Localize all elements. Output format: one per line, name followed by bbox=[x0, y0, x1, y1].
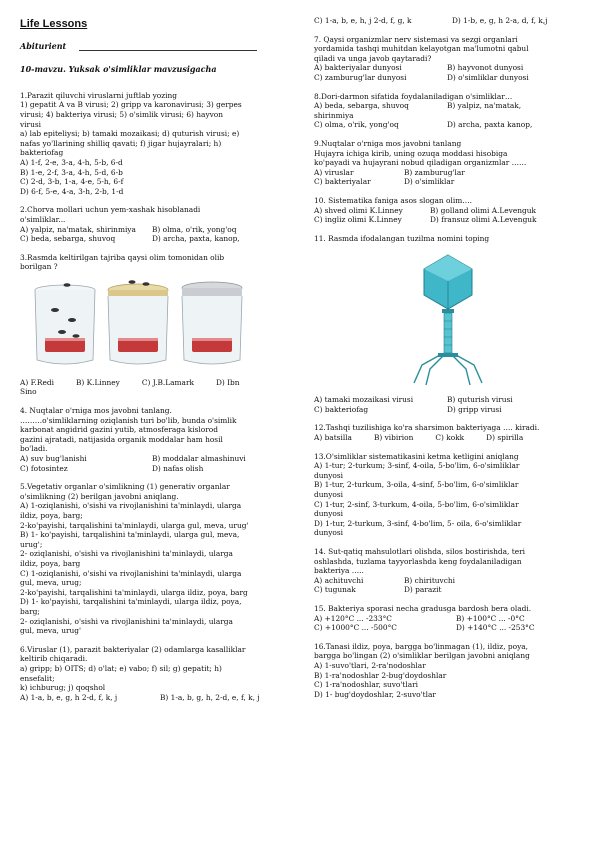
answer-option: B) olma, o'rik, yong'oq bbox=[152, 224, 237, 234]
question-text-line: bakteriofag bbox=[20, 148, 64, 158]
answer-option: B) 1-e, 2-f, 3-a, 4-h, 5-d, 6-b bbox=[20, 167, 123, 177]
answer-option: A) 1-oziqlanishi, o'sishi va rivojlanishini ta'minlaydi, ularga bbox=[20, 501, 242, 511]
answer-option: D) fransuz olimi A.Levenguk bbox=[430, 215, 537, 225]
open-jar bbox=[35, 283, 95, 364]
question-text-line: o'simlikning (2) berilgan javobni aniqlang. bbox=[20, 491, 179, 501]
answer-option: A) batsilla bbox=[314, 433, 352, 443]
question-text-line: 13.O'simliklar sistematikasini ketma ketligini aniqlang bbox=[314, 451, 519, 461]
question-text-line: 12.Tashqi tuzilishiga ko'ra sharsimon bakteriyaga …. kiradi. bbox=[314, 423, 540, 433]
answer-option: A) 1-a, b, e, g, h 2-d, f, k, j bbox=[20, 692, 118, 702]
answer-option: B) +100°C ... -0°C bbox=[456, 613, 525, 623]
question-text-line: gazini ajratadi, natijasida organik moddalar ham hosil bbox=[20, 434, 223, 444]
answer-option: C) 2-d, 3-b, 1-a, 4-e, 5-h, 6-f bbox=[20, 177, 124, 187]
answer-option: C) 1-oziqlanishi, o'sishi va rivojlanishini ta'minlaydi, ularga bbox=[20, 568, 242, 578]
answer-option: A) bakteriyalar dunyosi bbox=[314, 63, 402, 73]
answer-option: C) 1-a, b, e, h, j 2-d, f, g, k bbox=[314, 16, 412, 25]
question-text-line: 8.Dori-darmon sifatida foydalaniladigan o'simliklar… bbox=[314, 91, 513, 101]
question-14 bbox=[314, 547, 580, 595]
answer-option: C) tugunak bbox=[314, 585, 356, 595]
question-6-continued bbox=[314, 16, 580, 26]
answer-option: A) 1-suvo'tlari, 2-ra'nodoshlar bbox=[314, 660, 426, 670]
question-9 bbox=[314, 139, 580, 187]
answer-option: 2-ko'payishi, tarqalishini ta'minlaydi, ularga ildiz, poya, barg bbox=[20, 587, 248, 597]
answer-option: A) suv bug'lanishi bbox=[20, 454, 87, 464]
answer-option: B) yalpiz, na'matak, bbox=[447, 101, 522, 111]
answer-option: B) quturish virusi bbox=[447, 395, 513, 405]
answer-option: dunyosi bbox=[314, 528, 344, 538]
question-text-line: 4. Nuqtalar o'rniga mos javobni tanlang. bbox=[20, 406, 172, 416]
answer-options bbox=[314, 395, 580, 414]
question-text-line: nafas yo'llarining shilliq qavati; f) jigar hujayralari; h) bbox=[20, 138, 222, 148]
answer-option: B) 1- ko'payishi, tarqalishini ta'minlaydi, ularga gul, meva, bbox=[20, 530, 240, 540]
answer-option: C) +1000°C ... -500°C bbox=[314, 623, 397, 633]
answer-option: A) 1-tur; 2-turkum; 3-sinf, 4-oila, 5-bo'lim, 6-o'simliklar bbox=[314, 461, 520, 471]
experiment-illustration bbox=[20, 276, 296, 372]
answer-option: A) tamaki mozaikasi virusi bbox=[314, 395, 414, 405]
answer-option: shirinmiya bbox=[314, 110, 354, 120]
answer-option: B) 1-ra'nodoshlar 2-bug'doydoshlar bbox=[314, 670, 447, 680]
answer-option: B) K.Linney bbox=[75, 377, 120, 387]
answer-option: A) 1-f, 2-e, 3-a, 4-h, 5-b, 6-d bbox=[20, 157, 123, 167]
answer-option: C) bakteriyalar bbox=[314, 177, 371, 187]
subject-label: Abiturient bbox=[20, 40, 67, 51]
question-13 bbox=[314, 452, 580, 538]
answer-option: C) beda, sebarga, shuvoq bbox=[20, 234, 116, 244]
question-text-line: 7. Qaysi organizmlar nerv sistemasi va sezgi organlari bbox=[314, 34, 518, 44]
answer-option: dunyosi bbox=[314, 509, 344, 519]
question-text-line: o'simliklar... bbox=[20, 214, 66, 224]
question-10 bbox=[314, 196, 580, 225]
answer-option: D) o'simliklar dunyosi bbox=[447, 72, 529, 82]
jars-with-meat-illustration bbox=[20, 276, 250, 372]
question-text-line: bargga bo'lingan (2) o'simliklar berilgan javobni aniqlang bbox=[314, 651, 530, 661]
question-text-line: virusi; 4) bakteriya virusi; 5) o'simlik virusi; 6) hayvon bbox=[20, 109, 224, 119]
answer-option: D) 6-f, 5-e, 4-a, 3-h, 2-b, 1-d bbox=[20, 186, 124, 196]
answer-option: urug'; bbox=[20, 539, 43, 549]
topic-heading: 10-mavzu. Yuksak o'simliklar mavzusigacha bbox=[20, 64, 217, 75]
sealed-jar bbox=[182, 282, 242, 364]
question-text-line: ko'payadi va hujayrani nobud qiladigan organizmlar …… bbox=[314, 158, 527, 168]
answer-option: B) hayvonot dunyosi bbox=[447, 63, 524, 73]
question-1 bbox=[20, 91, 296, 197]
answer-option: A) shved olimi K.Linney bbox=[314, 205, 403, 215]
question-text-line: a) lab epiteliysi; b) tamaki mozaikasi; d) quturish virusi; e) bbox=[20, 129, 240, 139]
answer-options bbox=[314, 168, 580, 187]
question-7 bbox=[314, 35, 580, 83]
answer-options bbox=[20, 378, 296, 388]
answer-option: D) +140°C ... -253°C bbox=[456, 623, 535, 633]
question-text-line: karbonat angidrid gazini yutib, atmosferaga kislorod bbox=[20, 425, 218, 435]
question-text-line: 1.Parazit qiluvchi viruslarni juftlab yozing bbox=[20, 90, 178, 100]
answer-option: C) kokk bbox=[435, 433, 465, 443]
question-text-line: 9.Nuqtalar o'rniga mos javobni tanlang bbox=[314, 138, 462, 148]
question-text-line: 10. Sistematika faniga asos slogan olim…. bbox=[314, 195, 472, 205]
answer-option: C) bakteriofag bbox=[314, 404, 369, 414]
answer-option: barg; bbox=[20, 606, 40, 616]
answer-options bbox=[314, 614, 580, 633]
answer-options bbox=[20, 454, 296, 473]
answer-option: A) yalpiz, na'matak, shirinmiya bbox=[20, 224, 136, 234]
name-blank-line bbox=[79, 50, 257, 51]
answer-options bbox=[314, 16, 580, 26]
answer-option: A) F.Redi bbox=[20, 377, 54, 387]
answer-option: A) +120°C ... -233°C bbox=[314, 613, 392, 623]
answer-option: ildiz, poya, barg bbox=[20, 558, 81, 568]
answer-option: D) 1- ko'payishi, tarqalishini ta'minlaydi, ularga ildiz, poya, bbox=[20, 597, 242, 607]
answer-option: B) chirituvchi bbox=[404, 575, 455, 585]
answer-option: gul, meva, urug' bbox=[20, 626, 82, 636]
answer-option: D) gripp virusi bbox=[447, 404, 502, 414]
page-title: Life Lessons bbox=[20, 18, 88, 30]
answer-option: C) J.B.Lamark bbox=[141, 377, 194, 387]
question-text-line: ………o'simliklarning oziqlanish turi bo'lib, bunda o'simlik bbox=[20, 415, 237, 425]
answer-option: D) archa, paxta, kanop, bbox=[152, 234, 240, 244]
question-text-line: keltirib chiqaradi. bbox=[20, 654, 88, 664]
question-text-line: 1) gepatit A va B virusi; 2) gripp va karonavirusi; 3) gerpes bbox=[20, 100, 242, 110]
question-text-line: 5.Vegetativ organlar o'simlikning (1) generativ organlar bbox=[20, 482, 230, 492]
answer-option: A) achituvchi bbox=[314, 575, 364, 585]
answer-option: A) beda, sebarga, shuvoq bbox=[314, 101, 409, 111]
answer-option: C) 1-ra'nodoshlar, suvo'tlari bbox=[314, 680, 419, 690]
answer-option: B) 1-tur, 2-turkum, 3-oila, 4-sinf, 5-bo'lim, 6-o'simliklar bbox=[314, 480, 519, 490]
answer-option: D) spirilla bbox=[486, 433, 524, 443]
question-11 bbox=[314, 234, 580, 415]
question-text-line: 15. Bakteriya sporasi necha gradusga bardosh bera oladi. bbox=[314, 603, 532, 613]
question-text-line: k) ichburug; j) qoqshol bbox=[20, 683, 106, 693]
answer-option: C) fotosintez bbox=[20, 463, 68, 473]
question-text-line: a) gripp; b) OITS; d) o'lat; e) vabo; f) sil; g) gepatit; h) bbox=[20, 663, 222, 673]
question-4 bbox=[20, 406, 296, 473]
question-text-line: 3.Rasmda keltirilgan tajriba qaysi olim tomonidan olib bbox=[20, 252, 225, 262]
question-8 bbox=[314, 92, 580, 130]
question-text-line: oshlashda, tuzlama tayyorlashda keng foydalaniladigan bbox=[314, 556, 522, 566]
answer-option: B) moddalar almashinuvi bbox=[152, 454, 246, 464]
answer-option: 2-ko'payishi, tarqalishini ta'minlaydi, ularga gul, meva, urug' bbox=[20, 520, 249, 530]
answer-option: D) o'simliklar bbox=[404, 177, 455, 187]
answer-option: D) nafas olish bbox=[152, 463, 204, 473]
subject-line bbox=[20, 42, 296, 52]
answer-option: B) golland olimi A.Levenguk bbox=[430, 205, 536, 215]
answer-option: A) viruslar bbox=[314, 167, 354, 177]
answer-option: dunyosi bbox=[314, 470, 344, 480]
answer-option: 2- oziqlanishi, o'sishi va rivojlanishini ta'minlaydi, ularga bbox=[20, 616, 233, 626]
answer-options bbox=[314, 63, 580, 82]
answer-option-continuation: Sino bbox=[20, 387, 37, 397]
question-text-line: virusi bbox=[20, 119, 41, 129]
question-text-line: yordamida tashqi muhitdan kelayotgan ma'lumotni qabul bbox=[314, 44, 529, 54]
answer-options bbox=[314, 433, 580, 443]
question-text-line: Hujayra ichiga kirib, uning ozuqa moddasi hisobiga bbox=[314, 148, 508, 158]
question-12 bbox=[314, 423, 580, 442]
answer-option: D) archa, paxta kanop, bbox=[447, 120, 533, 130]
answer-option: D) parazit bbox=[404, 585, 442, 595]
answer-option bbox=[447, 111, 580, 121]
question-text-line: 11. Rasmda ifodalangan tuzilma nomini toping bbox=[314, 233, 490, 243]
answer-option: D) 1-b, e, g, h 2-a, d, f, k,j bbox=[452, 16, 548, 25]
answer-option: D) 1-tur, 2-turkum, 3-sinf, 4-bo'lim, 5- oila, 6-o'simliklar bbox=[314, 518, 522, 528]
answer-option: B) zamburug'lar bbox=[404, 167, 465, 177]
question-text-line: borilgan ? bbox=[20, 262, 58, 272]
answer-options bbox=[20, 225, 296, 244]
answer-options bbox=[314, 206, 580, 225]
answer-option: B) 1-a, b, g, h, 2-d, e, f, k, j bbox=[160, 692, 260, 702]
answer-options bbox=[314, 576, 580, 595]
answer-option: C) 1-tur, 2-sinf, 3-turkum, 4-oila, 5-bo'lim, 6-o'simliklar bbox=[314, 499, 519, 509]
question-text-line: 2.Chorva mollari uchun yem-xashak hisoblanadi bbox=[20, 205, 201, 215]
answer-options bbox=[20, 693, 296, 703]
question-text-line: 16.Tanasi ildiz, poya, bargga bo'linmagan (1), ildiz, poya, bbox=[314, 641, 529, 651]
question-16 bbox=[314, 642, 580, 700]
answer-option: C) ingliz olimi K.Linney bbox=[314, 215, 402, 225]
answer-option: D) Ibn bbox=[215, 377, 240, 387]
question-6 bbox=[20, 645, 296, 703]
right-column bbox=[314, 16, 580, 708]
question-3 bbox=[20, 253, 296, 397]
answer-option: D) 1- bug'doydoshlar, 2-suvo'tlar bbox=[314, 689, 436, 699]
answer-option: C) olma, o'rik, yong'oq bbox=[314, 120, 399, 130]
question-5 bbox=[20, 482, 296, 636]
answer-option: ildiz, poya, barg; bbox=[20, 511, 83, 520]
question-text-line: 6.Viruslar (1), parazit bakteriyalar (2) odamlarga kasalliklar bbox=[20, 644, 246, 654]
question-text-line: 14. Sut-qatiq mahsulotlari olishda, silos bostirishda, teri bbox=[314, 547, 525, 556]
question-2 bbox=[20, 205, 296, 243]
answer-option: B) vibirion bbox=[373, 433, 414, 443]
gauze-covered-jar bbox=[108, 280, 168, 364]
bacteriophage-image bbox=[314, 249, 580, 389]
left-column bbox=[20, 16, 296, 711]
bacteriophage-illustration bbox=[314, 249, 580, 389]
question-text-line: bo'ladi. bbox=[20, 444, 48, 454]
question-text-line: ensefalit; bbox=[20, 673, 55, 683]
question-text-line: qiladi va unga javob qaytaradi? bbox=[314, 53, 432, 63]
answer-option: 2- oziqlanishi, o'sishi va rivojlanishini ta'minlaydi, ularga bbox=[20, 549, 233, 559]
question-text-line: bakteriya ….. bbox=[314, 566, 364, 576]
question-15 bbox=[314, 604, 580, 633]
answer-option: gul, meva, urug; bbox=[20, 578, 82, 588]
answer-option: dunyosi bbox=[314, 490, 344, 500]
answer-option: C) zamburug'lar dunyosi bbox=[314, 72, 407, 82]
answer-options bbox=[314, 101, 580, 130]
